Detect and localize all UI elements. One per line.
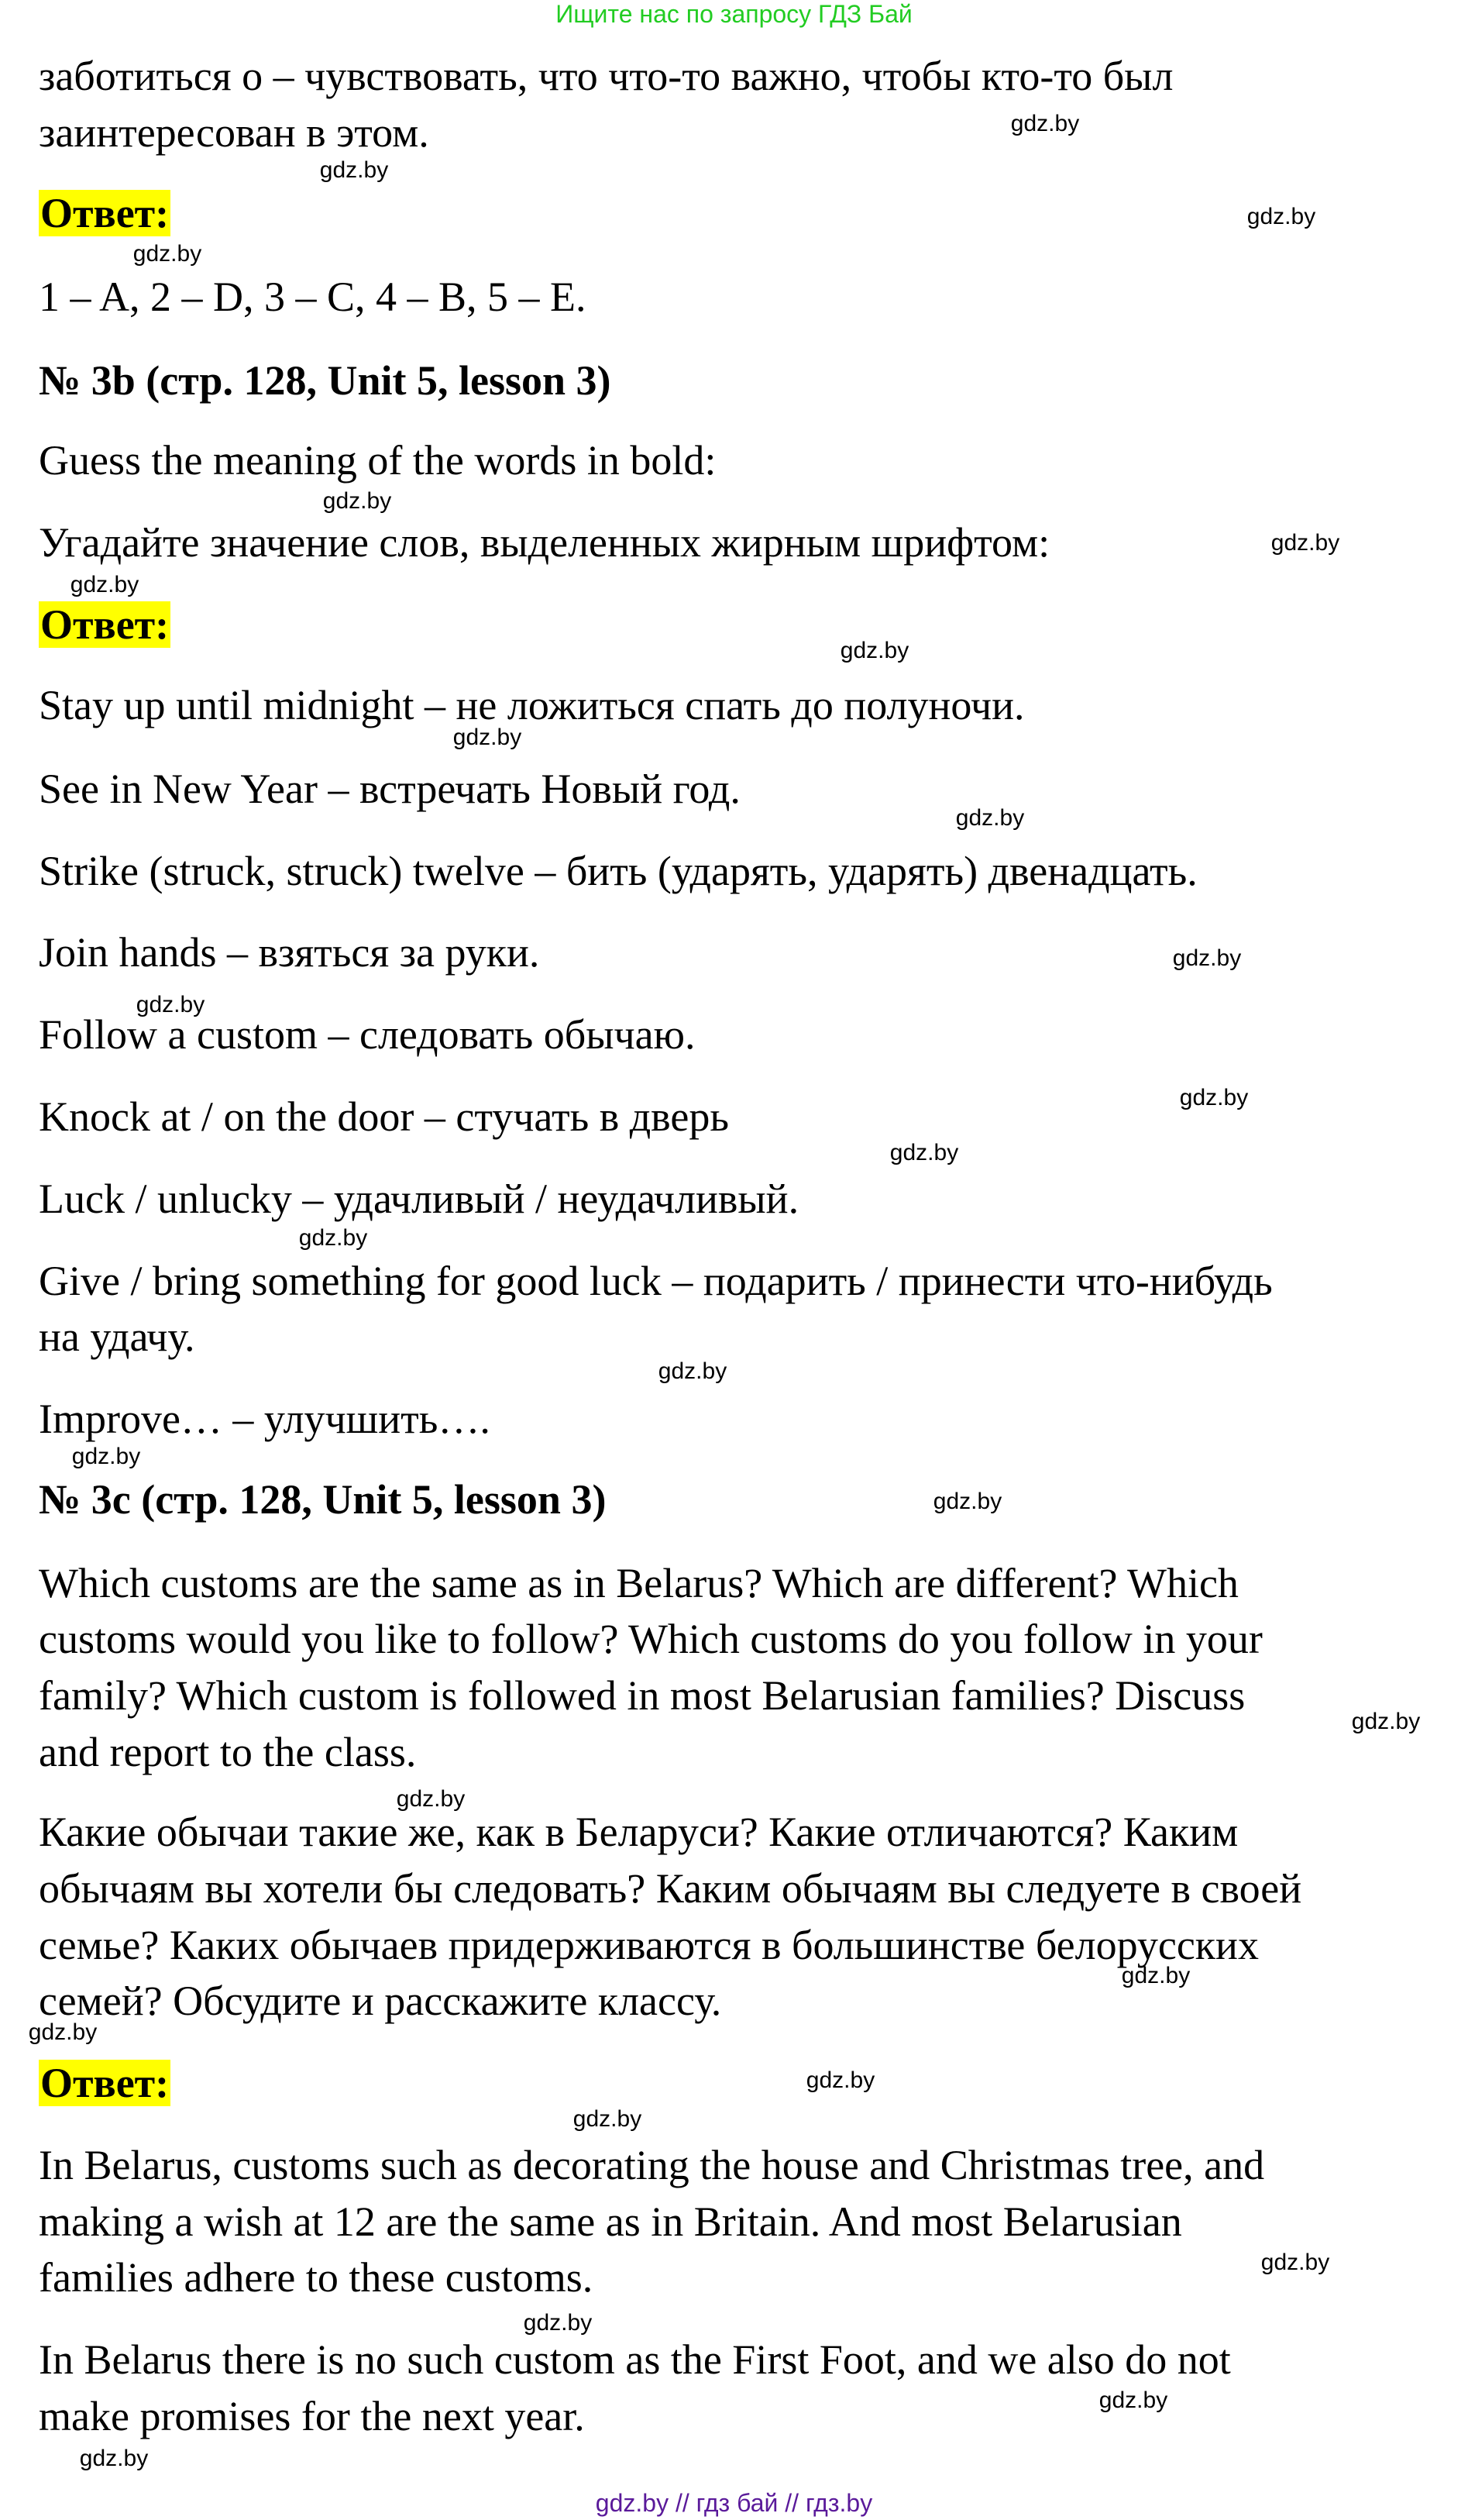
watermark: gdz.by — [396, 1786, 466, 1812]
answer-label-text: Ответ: — [40, 2060, 170, 2106]
watermark: gdz.by — [1179, 1085, 1249, 1110]
text-line: In Belarus, customs such as decorating the house and Christmas tree, and — [39, 2142, 1265, 2188]
watermark: gdz.by — [298, 1225, 368, 1251]
answer-label-text: Ответ: — [40, 190, 170, 236]
watermark: gdz.by — [658, 1358, 727, 1384]
watermark: gdz.by — [889, 1140, 959, 1165]
text-line: 1 – A, 2 – D, 3 – C, 4 – B, 5 – E. — [39, 274, 586, 320]
text-line: Угадайте значение слов, выделенных жирным шрифтом: — [39, 519, 1050, 566]
text-line: Какие обычаи такие же, как в Беларуси? Какие отличаются? Каким — [39, 1809, 1239, 1855]
text-line: на удачу. — [39, 1313, 195, 1360]
watermark: gdz.by — [136, 992, 205, 1017]
text-line: customs would you like to follow? Which customs do you follow in your — [39, 1616, 1263, 1662]
site-footer-banner: gdz.by // гдз бай // гдз.by — [595, 2489, 873, 2517]
text-line: family? Which custom is followed in most Belarusian families? Discuss — [39, 1672, 1246, 1719]
text-line: Knock at / on the door – стучать в дверь — [39, 1093, 729, 1140]
watermark: gdz.by — [523, 2310, 593, 2336]
watermark: gdz.by — [79, 2446, 149, 2471]
watermark: gdz.by — [322, 488, 392, 514]
text-line: making a wish at 12 are the same as in Britain. And most Belarusian — [39, 2198, 1182, 2245]
text-line: Strike (struck, struck) twelve – бить (ударять, ударять) двенадцать. — [39, 848, 1198, 894]
watermark: gdz.by — [452, 725, 522, 750]
text-line: Improve… – улучшить…. — [39, 1396, 490, 1442]
watermark: gdz.by — [933, 1489, 1002, 1514]
watermark: gdz.by — [28, 2019, 98, 2045]
watermark: gdz.by — [840, 638, 909, 663]
text-line: заботиться о – чувствовать, что что-то важно, чтобы кто-то был — [39, 53, 1174, 99]
watermark: gdz.by — [572, 2106, 642, 2132]
watermark: gdz.by — [1260, 2250, 1330, 2275]
text-line: Guess the meaning of the words in bold: — [39, 437, 717, 484]
text-line: семей? Обсудите и расскажите классу. — [39, 1978, 722, 2024]
watermark: gdz.by — [70, 572, 139, 597]
answer-label — [39, 601, 170, 648]
text-line: Join hands – взяться за руки. — [39, 929, 540, 976]
text-line: семье? Каких обычаев придерживаются в большинстве белорусских — [39, 1922, 1259, 1968]
text-line: обычаям вы хотели бы следовать? Каким обычаям вы следуете в своей — [39, 1865, 1302, 1912]
section-heading: № 3b (стр. 128, Unit 5, lesson 3) — [39, 357, 611, 404]
text-line: make promises for the next year. — [39, 2393, 585, 2439]
watermark: gdz.by — [1246, 204, 1316, 229]
text-line: families adhere to these customs. — [39, 2254, 593, 2301]
watermark: gdz.by — [1270, 530, 1340, 556]
watermark: gdz.by — [955, 805, 1025, 831]
watermark: gdz.by — [71, 1444, 141, 1469]
watermark: gdz.by — [1121, 1963, 1191, 1988]
watermark: gdz.by — [806, 2067, 875, 2093]
watermark: gdz.by — [132, 241, 202, 267]
text-line: Which customs are the same as in Belarus? Which are different? Which — [39, 1560, 1239, 1606]
section-heading: № 3c (стр. 128, Unit 5, lesson 3) — [39, 1476, 607, 1523]
text-line: and report to the class. — [39, 1729, 417, 1775]
text-line: Luck / unlucky – удачливый / неудачливый. — [39, 1176, 799, 1222]
text-line: Stay up until midnight – не ложиться спать до полуночи. — [39, 682, 1025, 728]
answer-label — [39, 190, 170, 236]
watermark: gdz.by — [1010, 111, 1080, 136]
answer-label-text: Ответ: — [40, 601, 170, 648]
text-line: Follow a custom – следовать обычаю. — [39, 1011, 696, 1058]
text-line: In Belarus there is no such custom as the First Foot, and we also do not — [39, 2336, 1231, 2383]
watermark: gdz.by — [1351, 1709, 1421, 1734]
watermark: gdz.by — [1098, 2387, 1168, 2413]
watermark: gdz.by — [1172, 945, 1242, 971]
text-line: заинтересован в этом. — [39, 109, 429, 156]
site-header-banner: Ищите нас по запросу ГДЗ Бай — [555, 0, 913, 28]
watermark: gdz.by — [319, 157, 389, 183]
text-line: Give / bring something for good luck – подарить / принести что-нибудь — [39, 1258, 1273, 1304]
text-line: See in New Year – встречать Новый год. — [39, 766, 741, 812]
answer-label — [39, 2060, 170, 2106]
